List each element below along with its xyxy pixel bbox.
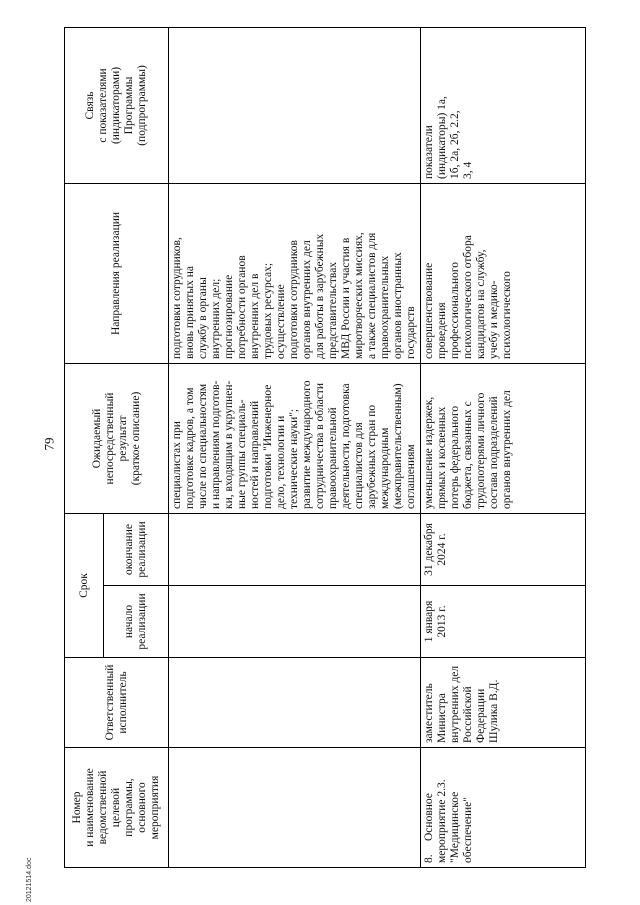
row-8-executor: заместитель Министра внутренних дел Российской Федерации Шулика В.Д.: [421, 658, 586, 748]
header-expected-result: Ожидаемый непосредственный результат (краткое описание): [65, 363, 169, 513]
header-indicators-link: Связь с показателями (индикаторами) Программы (подпрограммы): [65, 27, 169, 183]
header-directions: Направления реализации: [65, 183, 169, 363]
footer-filename: 20121514.doc: [26, 857, 33, 902]
row-number: 8.: [423, 854, 435, 863]
row-title: Основное мероприятие 2.3. "Медицинское обеспечение": [423, 779, 474, 863]
header-executor: Ответственный исполнитель: [65, 658, 169, 748]
header-number-name: Номер и наименование ведомственной целевой программы, основного мероприятия: [65, 748, 169, 868]
table-row: [421, 27, 586, 867]
program-table: [64, 27, 586, 868]
header-term: Срок: [65, 513, 104, 657]
row-8-result: уменьшение издержек, прямых и косвенных потерь федерального бюджета, связанных с трудопотерями личного состава подразделений органов внутренних дел: [421, 363, 586, 513]
header-end: окончание реализации: [104, 513, 169, 585]
row-8-directions: совершенствование проведения профессионального психологического отбора кандидатов на службу, учебу и медико- психологического: [421, 183, 586, 363]
row-8-start: 1 января 2013 г.: [421, 586, 586, 658]
row-8-title-cell: [421, 748, 586, 868]
table-cell: [169, 27, 421, 183]
table-cell: [169, 513, 421, 585]
table-cell: [169, 586, 421, 658]
table-row: [169, 27, 421, 867]
table-cell: [169, 748, 421, 868]
page-number: 79: [41, 437, 57, 451]
continuation-result-cell: специалистах при подготовке кадров, а том числе по специальностям и направлениям подготов- ки, входящим в укрупнен- ные группы специаль- ностей и направлений подготовки "Инженерное дело, технологии и технические науки"; развитие международного сотрудничества в области правоохранительной деятельности, подготовка специалистов для зарубежных стран по международным (межправительственным) соглашениям: [169, 363, 421, 513]
continuation-directions-cell: подготовки сотрудников, вновь принятых на службу в органы внутренних дел; прогнозирование потребности органов внутренних дел в трудовых ресурсах; осуществление подготовки сотрудников органов внутренних дел для работы в зарубежных представительствах МВД России и участия в миротворческих миссиях, а также специалистов для правоохранительных органов иностранных государств: [169, 183, 421, 363]
table-cell: [169, 658, 421, 748]
header-start: начало реализации: [104, 586, 169, 658]
rotated-table-sheet: [64, 28, 556, 868]
row-8-end: 31 декабря 2024 г.: [421, 513, 586, 585]
row-8-indicators: показатели (индикаторы) 1а, 1б, 2а, 2б, 2.2, 3, 4: [421, 27, 586, 183]
